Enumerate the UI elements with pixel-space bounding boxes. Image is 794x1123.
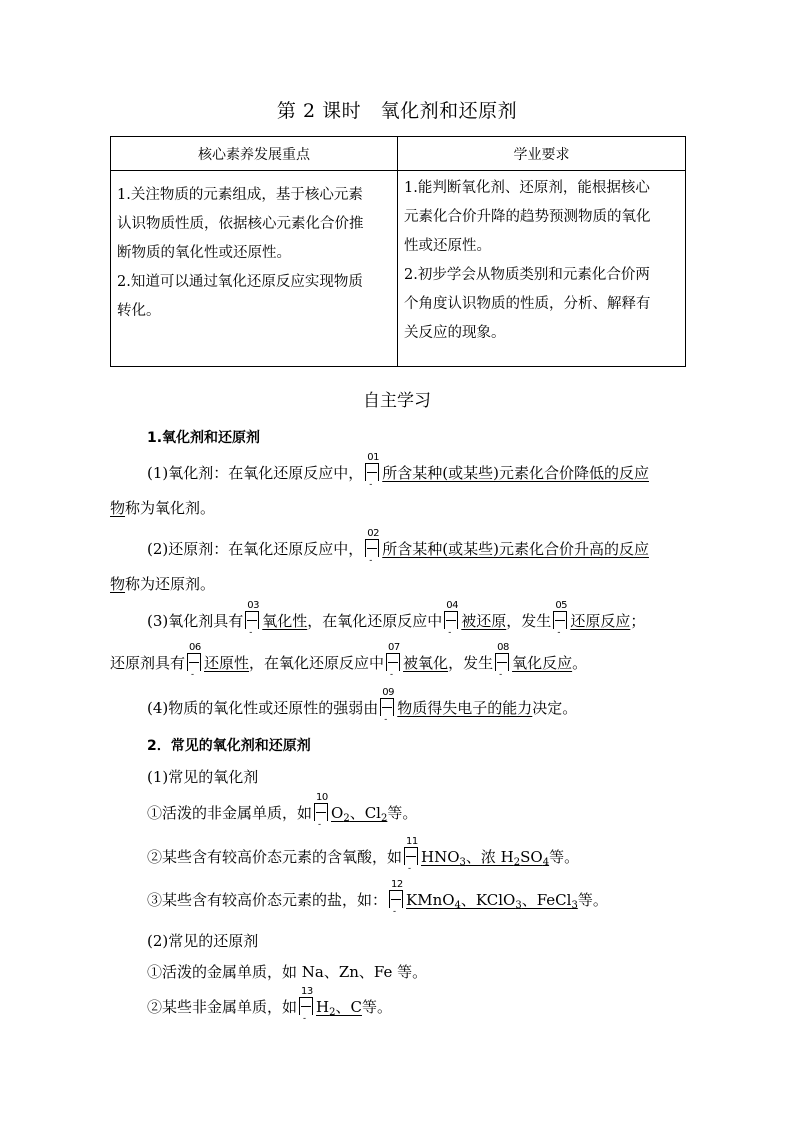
- heading-1: 1.氧化剂和还原剂: [147, 430, 261, 446]
- col1-header: 核心素养发展重点: [111, 137, 398, 171]
- answer-marker-icon: 05 -: [555, 600, 568, 638]
- table-line: 1.能判断氧化剂、还原剂，能根据核心: [404, 180, 650, 196]
- heading-2: 2．常见的氧化剂和还原剂: [147, 738, 311, 754]
- page-title: 第 2 课时 氧化剂和还原剂: [276, 100, 518, 122]
- oxidant-item-3: ③某些含有较高价态元素的盐，如： 12 - KMnO$_4$、KClO$_3$、FeCl$_3$等。: [147, 879, 608, 917]
- table-line: 个角度认识物质的性质，分析、解释有: [404, 296, 651, 312]
- answer-marker-icon: 11 -: [406, 836, 418, 874]
- table-line: 2.初步学会从物质类别和元素化合价两: [404, 267, 650, 283]
- answer-marker-icon: 02 -: [367, 528, 379, 566]
- table-line: 转化。: [117, 303, 161, 319]
- paragraph-properties-2: 还原剂具有 06 - 还原性，在氧化还原反应中 07 - 被氧化，发生 08 - 氧化反应。: [110, 642, 588, 680]
- paragraph-strength: (4)物质的氧化性或还原性的强弱由 09 - 物质得失电子的能力决定。: [147, 687, 578, 725]
- answer-marker-icon: 08 -: [497, 642, 509, 680]
- answer-marker-icon: 04 -: [446, 600, 459, 638]
- requirements-table: [110, 136, 686, 367]
- paragraph-oxidant-cont: 物称为氧化剂。: [110, 499, 216, 517]
- table-line: 认识物质性质，依据核心元素化合价推: [117, 216, 364, 232]
- table-line: 2.知道可以通过氧化还原反应实现物质: [117, 274, 363, 290]
- table-line: 关反应的现象。: [404, 325, 506, 341]
- answer-text: 所含某种(或某些)元素化合价降低的反应: [382, 464, 649, 482]
- section-title: 自主学习: [363, 391, 431, 411]
- subheading-oxidants: (1)常见的氧化剂: [147, 768, 259, 786]
- table-line: 1.关注物质的元素组成，基于核心元素: [117, 187, 363, 203]
- answer-marker-icon: 12 -: [391, 879, 403, 917]
- paragraph-properties: (3)氧化剂具有 03 - 氧化性，在氧化还原反应中 04 - 被还原，发生 05 - 还原反应；: [147, 600, 646, 638]
- core-literacy-cell: [111, 171, 398, 367]
- subheading-reductants: (2)常见的还原剂: [147, 932, 259, 950]
- table-line: 断物质的氧化性或还原性。: [117, 245, 291, 261]
- reductant-item-1: ①活泼的金属单质，如 Na、Zn、Fe 等。: [147, 963, 428, 981]
- answer-marker-icon: 03 -: [247, 600, 259, 638]
- table-line: 元素化合价升降的趋势预测物质的氧化: [404, 209, 651, 225]
- oxidant-item-2: ②某些含有较高价态元素的含氧酸，如 11 - $HNO_3$、浓 $H_2SO_4$等。: [147, 836, 580, 874]
- paragraph-reductant-cont: 物称为还原剂。: [110, 575, 216, 593]
- answer-marker-icon: 09 -: [382, 687, 394, 725]
- oxidant-item-1: ①活泼的非金属单质，如 10 - $O_2$、$Cl_2$等。: [147, 792, 418, 830]
- answer-marker-icon: 10 -: [316, 792, 328, 830]
- answer-marker-icon: 13 -: [301, 986, 313, 1024]
- col2-header: 学业要求: [398, 137, 686, 171]
- answer-marker-icon: 01 -: [367, 452, 379, 490]
- paragraph-reductant: (2)还原剂：在氧化还原反应中， 02 - 所含某种(或某些)元素化合价升高的反应: [147, 528, 649, 566]
- answer-text: 所含某种(或某些)元素化合价升高的反应: [382, 540, 649, 558]
- answer-marker-icon: 06 -: [189, 642, 201, 680]
- answer-marker-icon: 07 -: [388, 642, 400, 680]
- table-line: 性或还原性。: [404, 238, 491, 254]
- paragraph-oxidant: (1)氧化剂：在氧化还原反应中， 01 - 所含某种(或某些)元素化合价降低的反应: [147, 452, 649, 490]
- reductant-item-2: ②某些非金属单质，如 13 - $H_2$、C等。: [147, 986, 392, 1024]
- academic-requirement-cell: [398, 171, 686, 367]
